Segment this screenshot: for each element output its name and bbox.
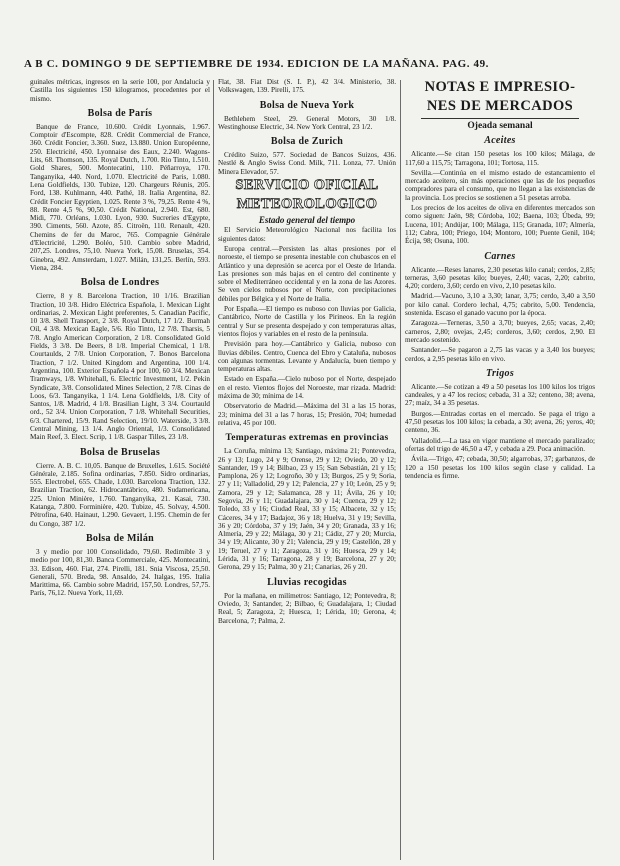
- bolsa-milan-heading: Bolsa de Milán: [85, 532, 155, 544]
- notas-heading-line2: NES DE MERCADOS: [426, 98, 574, 114]
- bolsa-londres-heading: Bolsa de Londres: [80, 277, 160, 289]
- temperaturas-heading: Temperaturas extremas en provincias: [225, 433, 389, 444]
- carnes-paragraph-2: Madrid.—Vacuno, 3,10 a 3,30; lanar, 3,75; cerdo, 3,40 a 3,50 por kilo canal. Cordero lechal, 4,75; cabrito, 5,00. Tendencia, sostenida. Escaso el ganado vacuno por la época.: [405, 292, 595, 318]
- carnes-paragraph-3: Zaragoza.—Terneras, 3,50 a 3,70; bueyes, 2,65; vacas, 2,40; carneros, 2,80; ovejas, 2,45; corderos, 3,60; cerdos, 2,90. El mercado sostenido.: [405, 319, 595, 344]
- column-middle: [218, 78, 396, 863]
- ojeada-subheading: Ojeada semanal: [467, 121, 533, 131]
- notas-heading-line1: NOTAS E IMPRESIO-: [424, 79, 576, 95]
- bolsa-bruselas-heading: Bolsa de Bruselas: [79, 446, 161, 458]
- aceites-paragraph-3: Los precios de los aceites de oliva en diferentes mercados son como siguen: Jaén, 98; Córdoba, 102; Baena, 103; Úbeda, 99; Lucena, 101; Andújar, 100; Málaga, 115; Granada, 107; Almería, 112; Cabra, 100; Priego, 104; Montoro, 100; Puente Genil, 104; Écija, 98; Osuna, 100.: [405, 204, 595, 246]
- bolsa-londres-text: Cierre, 8 y 8. Barcelona Traction, 10 1/16. Brazilian Traction, 10 3/8. Hidro Eléctrica Española, 1. Mexican Light ordinarias, 2. Mexican Light preferentes, 5. Canadian Pacific, 10 3/8. Shell Transport, 2 3/8. Royal Dutch, 17 1/2. Burmah Oil, 4 3/8. Mexican Eagle, 5/6. Rio Tinto, 12 7/8. Tharsis, 5 7/8. Anglo American Corporation, 2 1/8. Consolidated Gold Fields, 3 3/8. De Beers, 8 1/8. Imperial Chemical, 1 1/8. Courtaulds, 2 7/8. Union Corporation, 7. Bonos Barcelona Traction, 7 1/2. United Kingdom and Argentina, 100 1/4. Argentina, 100. Exterior Española 4 por 100, 60 3/4. Mexican Tramways, 1/8. Whitehall, 6. Electric Investment, 1/2. Pekin Syndicate, 3/8. Consolidated Mines Selection, 2 7/8. Cinas de Loos, 6/3. Tanganyika, 1 1/4. Lena Goldfields, 1/8. City of Santos, 1/8. Madrid, 4 1/8. Brasilian Light, 3 3/4. Courtauld ord., 52 3/4. Union Corporation, 7 1/8. Whitehall Securities, 6/3. Chartered, 15/9. Rand Selection, 19/10. Waterside, 3 3/8. Central Mining, 13 1/4. Anglo Oriental, 1/3. Consolidated Main Reef, 3. Elect. Scrip, 1 1/8. Gaspar Tilles, 23 1/8.: [30, 292, 210, 442]
- bolsa-milan-text: 3 y medio por 100 Consolidado, 79,60. Redimible 3 y medio por 100, 81,30. Banca Commerciale, 425. Montecatini, 33. Edison, 460. Fiat, 274. Pirelli, 181. Snia Viscosa, 25,50. Generali, 570. Breda, 98. Ansaldo, 24. Italgas, 195. Italia Marittima, 66. Cambio sobre Madrid, 157,50. Londres, 57,75. París, 76,12. Nueva York, 11,69.: [30, 547, 210, 598]
- carnes-paragraph-1: Alicante.—Reses lanares, 2,30 pesetas kilo canal; cerdos, 2,85; terneras, 3,60 pesetas kilo; bueyes, 2,40; vacas, 2,20; cabrito, 4,20; cordero, 3,60; cerdo en vivo, 2,10 pesetas kilo.: [405, 265, 595, 291]
- aceites-heading: Aceites: [484, 135, 516, 147]
- column-rule-1: [213, 80, 214, 860]
- servicio-paragraph-3: Por España.—El tiempo es nuboso con lluvias por Galicia, Cantábrico, Norte de Castilla y los Pirineos. En la región central y Sur se presenta despejado y con temperaturas altas, vientos flojos y variables en el resto de la península.: [218, 305, 396, 338]
- servicio-paragraph-5: Estado en España.—Cielo nuboso por el Norte, despejado en el resto. Vientos flojos del Noroeste, mar rizada. Madrid: máxima de 30; mínima de 14.: [218, 375, 396, 401]
- lluvias-heading: Lluvias recogidas: [267, 576, 347, 588]
- servicio-paragraph-4: Previsión para hoy.—Cantábrico y Galicia, nuboso con lluvias débiles. Centro, Cuenca del Ebro y Cataluña, nubosos con algunas tormentas. Levante y Andalucía, buen tiempo y temperaturas altas.: [218, 340, 396, 374]
- intro-text-middle: Flat, 38. Fiat Dist (S. I. P.), 42 3/4. Ministerio, 38. Volkswagen, 139. Pirelli, 175.: [218, 78, 396, 95]
- carnes-paragraph-4: Santander.—Se pagaron a 2,75 las vacas y a 3,40 los bueyes; cerdos, a 2,95 pesetas kilo en vivo.: [405, 346, 595, 363]
- intro-text: guinales métricas, ingresos en la serie 100, por Andalucía y Castilla los siguientes 150 kilogramos, procedentes por el mismo.: [30, 78, 210, 103]
- bolsa-paris-heading: Bolsa de París: [87, 107, 153, 119]
- bolsa-nueva-york-text: Bethlehem Steel, 29. General Motors, 30 1/8. Westinghouse Electric, 34. New York Central, 23 1/2.: [218, 114, 396, 131]
- bolsa-zurich-heading: Bolsa de Zurich: [270, 136, 344, 148]
- column-right: [405, 78, 595, 863]
- aceites-paragraph-2: Sevilla.—Continúa en el mismo estado de estancamiento el mercado aceitero, sin más operaciones que las de los pequeños compradores para el consumo, que no llegan a las existencias de la provincia. Los precios se sostienen a 51 pesetas arroba.: [405, 168, 595, 202]
- trigos-paragraph-3: Valladolid.—La tasa en vigor mantiene el mercado paralizado; ofertas del trigo de 46,50 a 47, y cebada a 29. Poca animación.: [405, 436, 595, 453]
- page-header: A B C. DOMINGO 9 DE SEPTIEMBRE DE 1934. EDICION DE LA MAÑANA. PAG. 49.: [24, 58, 490, 70]
- bolsa-nueva-york-heading: Bolsa de Nueva York: [259, 99, 355, 111]
- temperaturas-text: La Coruña, mínima 13; Santiago, máxima 21; Pontevedra, 26 y 13; Lugo, 24 y 9; Orense, 29 y 12; Oviedo, 20 y 12; Santander, 19 y 14; Bilbao, 23 y 15; San Sebastián, 21 y 15; Pamplona, 26 y 12; Logroño, 30 y 13; Burgos, 25 y 9; Soria, 27 y 11; Valladolid, 29 y 12; Palencia, 27 y 10; León, 25 y 9; Zamora, 29 y 12; Salamanca, 28 y 11; Ávila, 26 y 10; Segovia, 26 y 11; Guadalajara, 30 y 14; Cuenca, 29 y 12; Toledo, 33 y 16; Ciudad Real, 33 y 15; Albacete, 32 y 15; Cáceres, 34 y 17; Badajoz, 36 y 18; Huelva, 31 y 19; Sevilla, 36 y 20; Córdoba, 37 y 19; Jaén, 34 y 20; Granada, 33 y 16; Almería, 29 y 22; Málaga, 30 y 21; Cádiz, 27 y 20; Murcia, 34 y 19; Alicante, 30 y 21; Valencia, 29 y 19; Castellón, 28 y 19; Teruel, 27 y 11; Zaragoza, 31 y 16; Huesca, 29 y 14; Lérida, 31 y 16; Tarragona, 28 y 19; Barcelona, 27 y 20; Gerona, 29 y 15; Palma, 30 y 21; Canarias, 26 y 20.: [218, 447, 396, 572]
- servicio-paragraph-6: Observatorio de Madrid.—Máxima del 31 a las 15 horas, 23; mínima del 31 a las 7 horas, 15; Presión, 704; humedad relativa, 45 por 100.: [218, 402, 396, 427]
- servicio-heading-line1: SERVICIO OFICIAL: [235, 177, 379, 194]
- trigos-paragraph-2: Burgos.—Entradas cortas en el mercado. Se paga el trigo a 47,50 pesetas los 100 kilos; la cebada, a 30; avena, 26; yeros, 40; centeno, 36.: [405, 409, 595, 435]
- bolsa-bruselas-text: Cierre. A. B. C. 10,05. Banque de Bruxelles, 1.615. Société Générale, 2.185. Sofina ordinarias, 7.850. Sidro ordinarias, 555. Electrobel, 655. Chade, 1.030. Barcelona Traction, 132. Brazilian Traction, 62. Hidrocantábrico, 480. Sudamericana, 225. Union Minière, 1.760. Tanganyika, 21. Kasai, 730. Katanga, 7.800. Forminière, 420. Tubize, 45. Solvay, 4.500. Pétrofina, 640. Hainaut, 1.290. Gevaert, 1.195. Chemin de fer du Congo, 387 1/2.: [30, 461, 210, 528]
- servicio-paragraph-2: Europa central.—Persisten las altas presiones por el noroeste, el tiempo se presenta inestable con chubascos en el Atlántico y una depresión se acerca por el Oeste de Irlanda. Las presiones son más bajas en el centro del continente y sobre el Mediterráneo occidental y en la zona de las Azores. Se ven cielos nubosos por el Norte, con precipitaciones débiles por Bélgica y el Norte de Italia.: [218, 244, 396, 303]
- trigos-paragraph-1: Alicante.—Se cotizan a 49 a 50 pesetas los 100 kilos los trigos candeales, y a 47 los recios; cebada, 31 a 32; centeno, 38; avena, 27; maíz, 34 a 35 pesetas.: [405, 382, 595, 408]
- carnes-heading: Carnes: [484, 250, 516, 262]
- bolsa-paris-text: Banque de France, 10.600. Crédit Lyonnais, 1.967. Comptoir d'Escompte, 828. Crédit Commercial de France, 360. Crédit Foncier, 3.360. Suez, 13.880. Union Européenne, 250. Electricité, 450. Lyonnaise des Eaux, 2.240. Wagons-Lits, 68. Thomson, 135. Royal Dutch, 1.700. Rio Tinto, 1.510. Gold Shares, 500. Montecatini, 110. Péñarroya, 170. Tanganyika, 440. Nord, 1.070. Electricité de Paris, 1.080. Lena Goldfields, 130. Tubize, 120. Chargeurs Réunis, 205. Ford, 138. Kuhlmann, 440. Pathé, 18. Italia Argentina, 82. Crédit Foncier Egyptien, 1.025. Rente 3 %, 79,25. Rente 4 %, 88. Rente 4,5 %, 90,50. Crédit National, 2.940. Est, 680. Midi, 770. Orléans, 1.030. Lyon, 930. Sucreries d'Egypte, 390. Ciments, 560. Azote, 85. Citroën, 110. Renault, 420. Chemins de fer du Maroc, 765. Compagnie Générale d'Electricité, 1.290. Boléo, 510. Cambio sobre Madrid, 207,25. Londres, 75,10. Nueva York, 15,08. Bruselas, 354. Ginebra, 492. Amsterdam, 1.027. Milán, 131,25. Berlín, 593. Viena, 284.: [30, 122, 210, 272]
- trigos-paragraph-4: Ávila.—Trigo, 47; cebada, 30,50; algarrobas, 37; garbanzos, de 120 a 150 pesetas los 100 kilos según clase y calidad. La tendencia es firme.: [405, 455, 595, 480]
- divider: [421, 118, 579, 119]
- column-rule-2: [400, 80, 401, 860]
- aceites-paragraph-1: Alicante.—Se citan 150 pesetas los 100 kilos; Málaga, de 117,60 a 115,75; Tarragona, 101; Tortosa, 115.: [405, 150, 595, 167]
- column-left: [30, 78, 210, 863]
- trigos-heading: Trigos: [485, 367, 515, 379]
- servicio-heading-line2: METEOROLOGICO: [236, 196, 378, 213]
- lluvias-text: Por la mañana, en milímetros: Santiago, 12; Pontevedra, 8; Oviedo, 3; Santander, 2; Bilbao, 6; Guadalajara, 1; Ciudad Real, 5; Zaragoza, 2; Huesca, 1; Lérida, 10; Gerona, 4; Barcelona, 7; Palma, 2.: [218, 591, 396, 625]
- servicio-subheading: Estado general del tiempo: [258, 215, 356, 226]
- bolsa-zurich-text: Crédito Suizo, 577. Sociedad de Bancos Suizos, 436. Nestlé & Anglo Swiss Cond. Milk, 711. Lonza, 77. Unión Minera Elevador, 57.: [218, 151, 396, 176]
- servicio-paragraph-1: El Servicio Meteorológico Nacional nos facilita los siguientes datos:: [218, 226, 396, 243]
